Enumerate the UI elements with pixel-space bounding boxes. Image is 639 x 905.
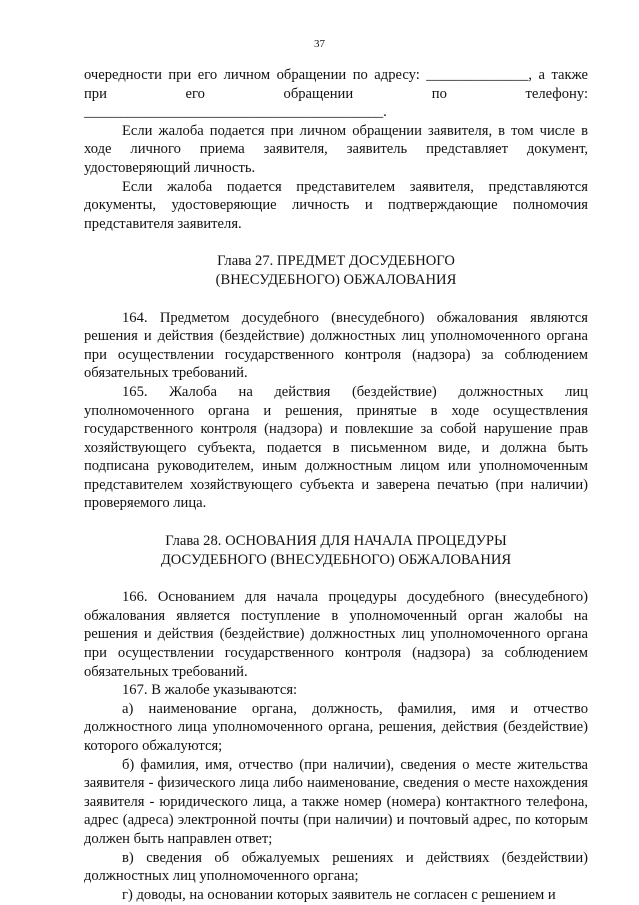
paragraph: 165. Жалоба на действия (бездействие) должностных лиц уполномоченного органа и решения, принятые в ходе осуществления государственного контроля (надзора) и повлекшие за собой нарушение прав хозяйствующего субъекта, подается в письменном виде, и должна быть подписана руководителем, иным должностным лицом или уполномоченным представителем хозяйствующего субъекта и заверена печатью (при наличии) проверяемого лица. bbox=[84, 383, 588, 512]
paragraph: Если жалоба подается представителем заявителя, представляются документы, удостоверяющие личность и подтверждающие полномочия представителя заявителя. bbox=[84, 178, 588, 232]
page-number: 37 bbox=[314, 38, 325, 50]
paragraph: в) сведения об обжалуемых решениях и действиях (бездействии) должностных лиц уполномоченного органа; bbox=[84, 849, 588, 885]
paragraph: б) фамилия, имя, отчество (при наличии), сведения о месте жительства заявителя - физического лица либо наименование, сведения о месте нахождения заявителя - юридического лица, а также номер (номера) контактного телефона, адрес (адреса) электронной почты (при наличии) и почтовый адрес, по которым должен быть направлен ответ; bbox=[84, 756, 588, 847]
paragraph: 167. В жалобе указываются: bbox=[122, 682, 298, 699]
paragraph: а) наименование органа, должность, фамилия, имя и отчество должностного лица уполномоченного органа, решения, действия (бездействие) которого обжалуются; bbox=[84, 700, 588, 754]
paragraph: 164. Предметом досудебного (внесудебного) обжалования являются решения и действия (бездействие) должностных лиц уполномоченного органа при осуществлении государственного контроля (надзора) за соблюдением обязательных требований. bbox=[84, 309, 588, 382]
chapter-heading: Глава 27. ПРЕДМЕТ ДОСУДЕБНОГО (ВНЕСУДЕБНОГО) ОБЖАЛОВАНИЯ bbox=[215, 253, 457, 288]
paragraph: 166. Основанием для начала процедуры досудебного (внесудебного) обжалования является поступление в уполномоченный орган жалобы на решения и действия (бездействие) должностных лиц уполномоченного органа при осуществлении государственного контроля (надзора) за соблюдением обязательных требований. bbox=[84, 589, 588, 680]
document-body bbox=[84, 66, 588, 904]
paragraph: Если жалоба подается при личном обращении заявителя, в том числе в ходе личного приема заявителя, заявитель представляет документ, удостоверяющий личность. bbox=[84, 122, 588, 176]
chapter-heading: Глава 28. ОСНОВАНИЯ ДЛЯ НАЧАЛА ПРОЦЕДУРЫ ДОСУДЕБНОГО (ВНЕСУДЕБНОГО) ОБЖАЛОВАНИЯ bbox=[160, 533, 512, 568]
paragraph: очередности при его личном обращении по адресу: ______________, а также при его обращении по телефону: _________________________________________. bbox=[84, 67, 588, 121]
paragraph: г) доводы, на основании которых заявитель не согласен с решением и bbox=[122, 886, 556, 903]
